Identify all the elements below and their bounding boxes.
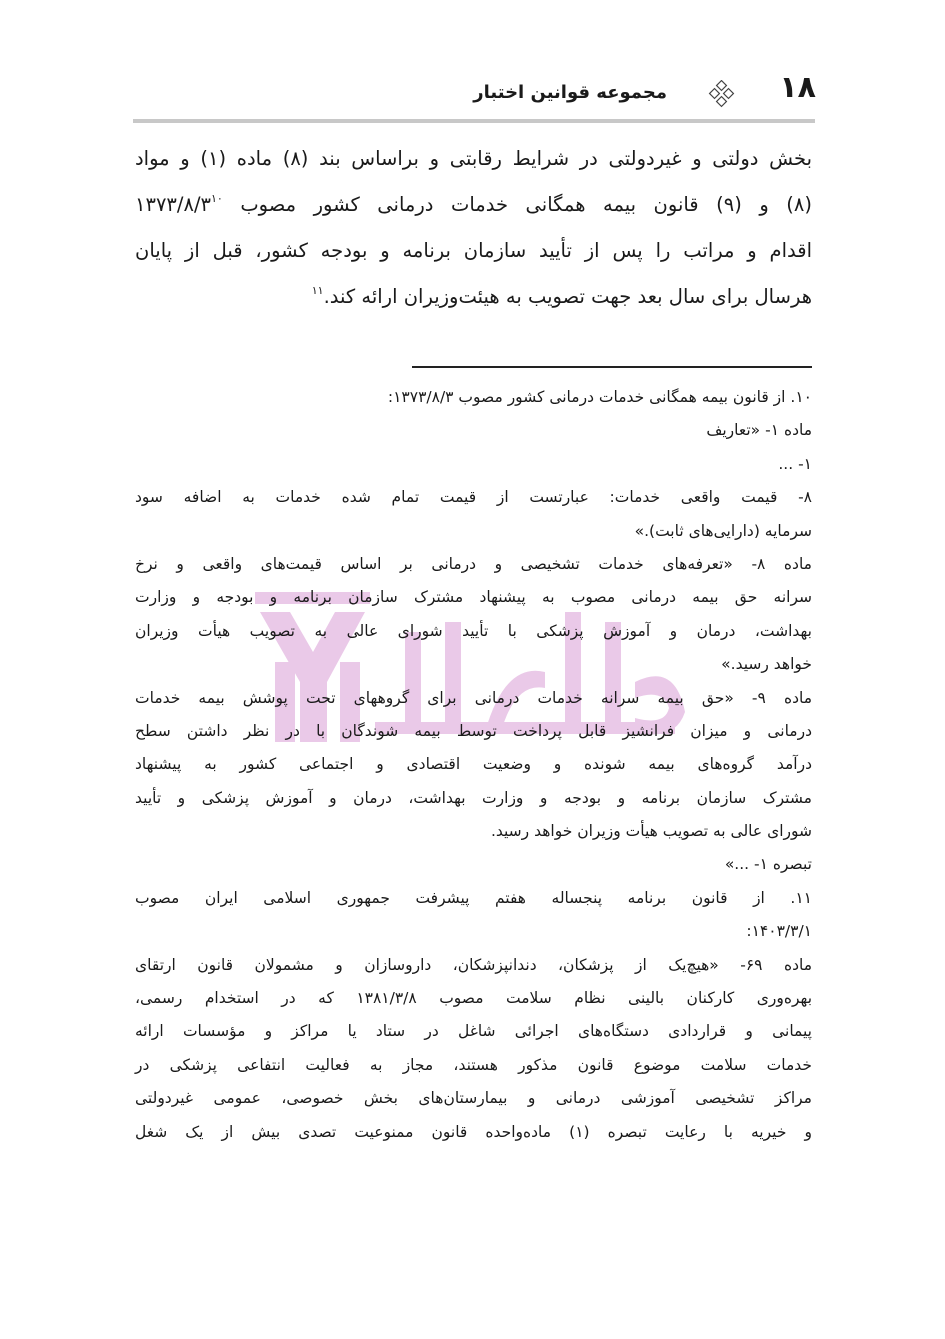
line-text: اقدام و مراتب را پس از تأیید سازمان برنامه و بودجه کشور، قبل از پایان [135,239,812,262]
main-line [135,136,812,182]
footnote-line: ۸- قیمت واقعی خدمات: عبارتست از قیمت تمام شده خدمات به اضافه سود [135,488,812,507]
footnote-line: ماده ۸- «تعرفه‌های خدمات تشخیصی و درمانی بر اساس قیمت‌های واقعی و نرخ [135,554,812,573]
footnotes [135,381,812,1149]
footnote-line: سرانه حق بیمه درمانی مصوب به پیشنهاد مشترک سازمان برنامه و بودجه و وزارت [135,588,812,607]
footnote-line: تبصره ۱- ...» [724,855,812,874]
diamond-cluster-icon [708,80,736,108]
footnote-line: خواهد رسید.» [721,655,812,674]
footnote-line: خدمات سلامت موضوع قانون مذکور هستند، مجاز به فعالیت انتفاعی پزشکی در [135,1055,812,1074]
footnote-divider [412,366,812,368]
footnote-line: شورای عالی به تصویب هیأت وزیران خواهد رسید. [490,822,812,841]
footnote-ref-11[interactable]: ۱۱ [311,284,324,297]
footnote-line: ۱۰. از قانون بیمه همگانی خدمات درمانی کشور مصوب ۱۳۷۳/۸/۳: [387,388,812,406]
footnote-ref-10[interactable]: ۱۰ [210,192,223,205]
footnote-line: و خیریه با رعایت تبصره (۱) ماده‌واحده قانون ممنوعیت تصدی بیش از یک شغل [135,1122,812,1141]
main-line [135,228,812,274]
line-text: (۸) و (۹) قانون بیمه همگانی خدمات درمانی کشور مصوب ۱۳۷۳/۸/۳ [135,193,812,216]
line-text: بخش دولتی و غیردولتی در شرایط رقابتی و براساس بند (۸) ماده (۱) و مواد [135,147,812,170]
footnote-line: ماده ۶۹- «هیچ‌یک از پزشکان، دندانپزشکان، داروسازان و مشمولان قانون ارتقای [135,955,812,974]
footnote-line: پیمانی و قراردادی دستگاه‌های اجرائی شاغل در ستاد یا مراکز و مؤسسات ارائه [135,1022,812,1041]
main-line [135,182,812,228]
footnote-line: بهره‌وری کارکنان بالینی نظام سلامت مصوب ۱۳۸۱/۳/۸ که در استخدام رسمی، [135,989,813,1008]
footnote-line: سرمایه (دارایی‌های ثابت).» [634,521,812,540]
line-text: هرسال برای سال بعد جهت تصویب به هیئت‌وزیران ارائه کند. [323,285,812,308]
main-line [135,274,812,320]
footnote-line: مشترک سازمان برنامه و بودجه و وزارت بهداشت، درمان و آموزش پزشکی و تأیید [135,788,812,807]
footnote-line: بهداشت، درمان و آموزش پزشکی با تأیید شورای عالی به تصویب هیأت وزیران [135,621,812,640]
footnote-line: درآمد گروه‌های بیمه شونده و وضعیت اقتصادی و اجتماعی کشور به پیشنهاد [135,755,812,774]
page-number: ۱۸ [779,70,816,105]
footnote-line: مراکز تشخیصی آموزشی درمانی و بیمارستان‌های بخش خصوصی، عمومی غیردولتی [135,1089,812,1108]
footnote-line: ماده ۱- «تعاریف [706,421,812,440]
main-paragraph [135,136,812,320]
running-header-title: مجموعه قوانین اختبار [473,82,667,103]
header-divider [133,119,815,123]
footnote-line: درمانی و میزان فرانشیز قابل پرداخت توسط بیمه شوندگان با در نظر داشتن سطح [135,721,812,740]
footnote-line: ماده ۹- «حق بیمه سرانه خدمات درمانی برای گروههای تحت پوشش بیمه خدمات [135,688,812,707]
footnote-line: ۱- ... [778,454,812,473]
footnote-line: ۱۴۰۳/۳/۱: [746,922,812,941]
footnote-line: ۱۱. از قانون برنامه پنجساله هفتم پیشرفت جمهوری اسلامی ایران مصوب [135,888,812,907]
